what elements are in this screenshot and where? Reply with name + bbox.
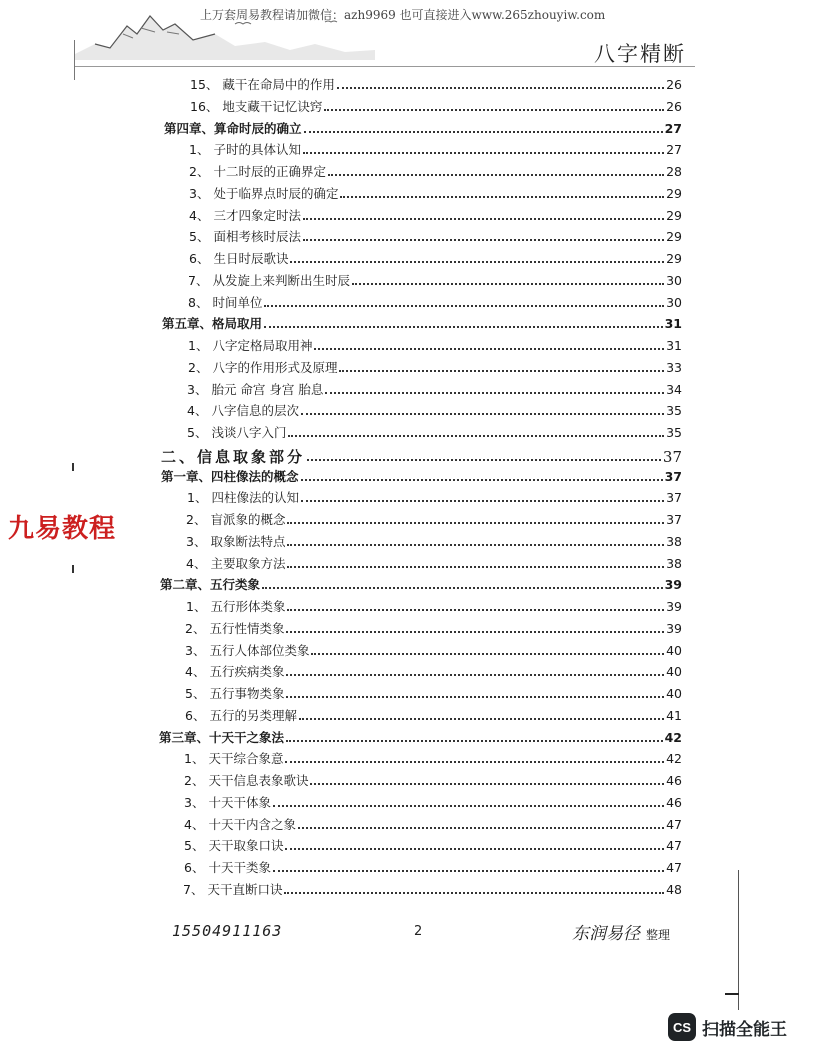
toc-entry-number: 4、 (184, 816, 205, 832)
toc-entry-number: 5、 (187, 425, 208, 440)
toc-leader-dots (310, 783, 664, 785)
toc-page-number: 33 (666, 359, 682, 375)
toc-entry-title (186, 555, 285, 573)
toc-entry-number: 3、 (185, 642, 206, 658)
toc-entry-number: 1、 (187, 490, 208, 506)
toc-leader-dots (290, 261, 664, 263)
toc-entry-text: 主要取象方法 (210, 555, 286, 571)
toc-leader-dots (287, 609, 664, 611)
toc-leader-dots (284, 892, 664, 894)
toc-page-number: 37 (662, 447, 682, 466)
toc-entry (188, 357, 682, 377)
toc-entry-title (161, 448, 305, 466)
toc-entry-text: 处于临界点时辰的确定 (213, 185, 339, 201)
toc-entry-title (189, 163, 326, 181)
toc-entry-text: 八字定格局取用神 (212, 338, 313, 353)
toc-entry (183, 879, 682, 899)
toc-page-number: 27 (666, 142, 682, 158)
toc-entry-text: 十二时辰的正确界定 (213, 164, 326, 179)
toc-leader-dots (339, 370, 664, 372)
toc-entry (184, 857, 682, 877)
toc-entry-text: 八字的作用形式及原理 (212, 359, 338, 375)
toc-leader-dots (287, 544, 664, 546)
toc-entry-number: 4、 (189, 207, 210, 223)
toc-entry-title (186, 533, 285, 551)
toc-entry-number: 3、 (187, 381, 208, 397)
toc-entry-title (189, 141, 301, 159)
toc-entry-title (185, 707, 297, 725)
toc-entry-number: 4、 (186, 555, 207, 571)
toc-entry-text: 胎元 命宫 身宫 胎息 (211, 381, 324, 397)
camscanner-logo-icon: CS (668, 1013, 696, 1041)
toc-page-number: 26 (666, 77, 682, 92)
toc-leader-dots (303, 239, 664, 241)
toc-entry-title (186, 511, 285, 529)
toc-leader-dots (303, 152, 664, 154)
toc-entry-number: 4、 (187, 403, 208, 419)
toc-page-number: 46 (666, 773, 682, 788)
toc-entry (189, 226, 682, 246)
toc-entry-title (189, 185, 338, 203)
toc-entry-text: 生日时辰歌诀 (213, 251, 289, 266)
toc-entry-number: 3、 (184, 794, 205, 810)
book-title: 八字精断 (594, 42, 686, 66)
toc-entry-text: 五行人体部位类象 (209, 642, 310, 658)
page-edge-mark (725, 993, 739, 995)
toc-entry-title (188, 272, 350, 290)
toc-page-number: 30 (666, 272, 682, 288)
toc-entry-title (189, 228, 301, 246)
toc-entry (184, 835, 682, 855)
toc-entry-text: 第五章、格局取用 (162, 316, 263, 332)
toc-part (161, 444, 682, 466)
toc-entry-number: 6、 (184, 860, 205, 875)
toc-entry (189, 139, 682, 159)
toc-leader-dots (286, 674, 664, 676)
toc-page-number: 39 (664, 577, 682, 593)
footer-phone: 15504911163 (172, 922, 283, 940)
toc-leader-dots (288, 435, 664, 437)
toc-leader-dots (301, 413, 664, 415)
toc-entry-title (188, 294, 262, 312)
toc-leader-dots (298, 827, 664, 829)
toc-leader-dots (307, 459, 661, 461)
toc-leader-dots (287, 522, 664, 524)
toc-entry-number: 2、 (189, 164, 210, 179)
toc-entry-title (185, 663, 284, 681)
toc-chapter (162, 313, 682, 333)
footer-editor (572, 919, 670, 944)
toc-entry (185, 705, 682, 725)
toc-entry-number: 3、 (186, 533, 207, 549)
toc-entry (188, 292, 682, 312)
toc-entry-number: 2、 (185, 620, 206, 636)
toc-entry (186, 509, 682, 529)
toc-page-number: 29 (666, 229, 682, 245)
toc-entry-title (186, 598, 285, 616)
toc-entry-text: 面相考核时辰法 (213, 229, 301, 245)
toc-page-number: 37 (666, 512, 682, 527)
toc-entry (184, 748, 682, 768)
toc-entry-number: 6、 (189, 251, 210, 266)
toc-entry (189, 205, 682, 225)
toc-entry-text: 时间单位 (212, 294, 263, 310)
toc-entry-number: 2、 (184, 773, 205, 788)
toc-entry (189, 161, 682, 181)
toc-page-number: 48 (666, 881, 682, 897)
toc-page-number: 38 (666, 555, 682, 571)
toc-leader-dots (301, 479, 663, 481)
toc-entry-title (188, 359, 337, 377)
toc-entry-title (189, 250, 288, 268)
toc-entry-number: 1、 (184, 751, 205, 767)
toc-entry-text: 天干取象口诀 (208, 838, 284, 854)
toc-entry-number: 4、 (185, 664, 206, 680)
toc-entry (189, 248, 682, 268)
margin-tick (72, 463, 74, 471)
toc-entry-title (160, 576, 260, 594)
toc-page-number: 42 (666, 751, 682, 767)
toc-entry-title (183, 881, 282, 899)
toc-page-number: 29 (666, 251, 682, 266)
toc-entry-text: 四柱像法的认知 (211, 490, 299, 506)
toc-entry (185, 683, 682, 703)
toc-entry (187, 379, 682, 399)
toc-entry-title (184, 816, 296, 834)
toc-entry (185, 640, 682, 660)
toc-leader-dots (337, 87, 664, 89)
toc-page-number: 26 (666, 98, 682, 114)
toc-entry (190, 96, 682, 116)
toc-entry-text: 八字信息的层次 (211, 403, 299, 419)
toc-entry-text: 五行性情类象 (209, 620, 285, 636)
toc-entry-title (190, 98, 322, 116)
toc-entry-number: 8、 (188, 294, 209, 310)
toc-entry-text: 第二章、五行类象 (160, 577, 261, 593)
toc-page-number: 47 (666, 816, 682, 832)
toc-entry-text: 子时的具体认知 (213, 142, 301, 158)
toc-entry-text: 盲派象的概念 (210, 512, 286, 527)
toc-leader-dots (287, 566, 664, 568)
toc-page-number: 35 (666, 425, 682, 440)
toc-page-number: 47 (666, 860, 682, 875)
toc-entry-title (185, 620, 284, 638)
toc-leader-dots (314, 348, 664, 350)
toc-entry (185, 618, 682, 638)
toc-entry-number: 1、 (186, 599, 207, 614)
toc-page-number: 41 (666, 707, 682, 723)
toc-entry (184, 814, 682, 834)
toc-entry-title (164, 120, 302, 138)
toc-page-number: 40 (666, 664, 682, 680)
toc-entry-number: 7、 (188, 272, 209, 288)
scanner-badge (668, 1013, 787, 1041)
toc-entry-title (185, 685, 284, 703)
toc-page-number: 47 (666, 838, 682, 854)
toc-page-number: 27 (664, 120, 682, 136)
toc-page-number: 42 (664, 729, 682, 745)
toc-leader-dots (303, 218, 664, 220)
toc-entry (187, 422, 682, 442)
toc-leader-dots (301, 500, 664, 502)
toc-entry-text: 五行疾病类象 (209, 664, 285, 680)
toc-entry-text: 天干综合象意 (208, 751, 284, 767)
toc-entry-number: 3、 (189, 185, 210, 201)
margin-tick (72, 565, 74, 573)
toc-page-number: 38 (666, 533, 682, 549)
toc-entry-number: 5、 (189, 229, 210, 245)
toc-entry-number: 16、 (190, 98, 219, 114)
toc-entry (186, 553, 682, 573)
toc-entry-text: 第一章、四柱像法的概念 (161, 468, 299, 484)
toc-leader-dots (285, 848, 664, 850)
toc-entry-title (190, 76, 335, 94)
toc-entry-number: 1、 (188, 338, 209, 353)
toc-leader-dots (273, 805, 664, 807)
toc-entry-title (184, 859, 271, 877)
toc-page-number: 40 (666, 686, 682, 701)
toc-entry-title (184, 772, 308, 790)
toc-entry-text: 第三章、十天干之象法 (159, 729, 285, 745)
toc-entry-title (184, 837, 283, 855)
toc-page-number: 29 (666, 185, 682, 201)
toc-leader-dots (286, 631, 664, 633)
toc-entry-title (184, 794, 271, 812)
toc-entry-title (159, 729, 284, 747)
toc-leader-dots (285, 761, 664, 763)
toc-chapter (159, 727, 682, 747)
toc-entry-title (187, 424, 286, 442)
toc-entry-number: 2、 (188, 359, 209, 375)
toc-leader-dots (286, 696, 664, 698)
scanner-badge-name: 扫描全能王 (702, 1019, 787, 1040)
toc-page-number: 29 (666, 207, 682, 223)
toc-page-number: 39 (666, 620, 682, 636)
toc-entry-text: 五行事物类象 (209, 686, 285, 701)
toc-leader-dots (304, 131, 663, 133)
toc-entry-number: 15、 (190, 77, 219, 92)
toc-entry-title (187, 489, 299, 507)
toc-entry-title (162, 315, 262, 333)
toc-page-number: 31 (666, 338, 682, 353)
toc-entry-number: 5、 (184, 838, 205, 854)
toc-chapter (160, 574, 682, 594)
toc-entry (190, 74, 682, 94)
toc-entry-text: 天干信息表象歌诀 (208, 773, 309, 788)
toc-entry-title (185, 642, 309, 660)
page-number: 2 (414, 924, 423, 939)
toc-entry (185, 661, 682, 681)
toc-entry-number: 7、 (183, 881, 204, 897)
toc-entry-number: 2、 (186, 512, 207, 527)
toc-page-number: 37 (664, 468, 682, 484)
toc-entry-title (187, 381, 323, 399)
toc-leader-dots (325, 392, 664, 394)
toc-page-number: 40 (666, 642, 682, 658)
toc-entry-text: 第四章、算命时辰的确立 (164, 120, 302, 136)
toc-leader-dots (340, 196, 664, 198)
toc-chapter (161, 466, 682, 486)
toc-leader-dots (264, 305, 664, 307)
toc-chapter (164, 118, 682, 138)
toc-page-number: 28 (666, 164, 682, 179)
toc-page-number: 39 (666, 599, 682, 614)
toc-entry-number: 6、 (185, 707, 206, 723)
editor-note: 整理 (646, 928, 671, 942)
page-edge-line (738, 870, 739, 1010)
toc-entry-text: 浅谈八字入门 (211, 425, 287, 440)
toc-entry (188, 270, 682, 290)
toc-entry (188, 335, 682, 355)
toc-entry-title (189, 207, 301, 225)
toc-entry-text: 五行形体类象 (210, 599, 286, 614)
toc-page-number: 34 (666, 381, 682, 397)
toc-entry-number: 5、 (185, 686, 206, 701)
toc-page-number: 46 (666, 794, 682, 810)
toc-entry-text: 二、信息取象部分 (161, 447, 306, 466)
toc-leader-dots (352, 283, 664, 285)
toc-entry (186, 596, 682, 616)
toc-leader-dots (286, 740, 663, 742)
toc-entry-text: 从发旋上来判断出生时辰 (212, 272, 350, 288)
watermark-text: 上万套周易教程请加微信：azh9969 也可直接进入www.265zhouyiw.com (200, 8, 606, 22)
toc-leader-dots (311, 653, 664, 655)
toc-page-number: 30 (666, 294, 682, 310)
toc-leader-dots (328, 174, 664, 176)
toc-entry (184, 792, 682, 812)
toc-entry (189, 183, 682, 203)
toc-leader-dots (273, 870, 664, 872)
toc-entry-number: 1、 (189, 142, 210, 158)
toc-entry-text: 取象断法特点 (210, 533, 286, 549)
editor-name: 东润易径 (572, 924, 640, 944)
header-divider (75, 66, 695, 67)
toc-entry-title (188, 337, 312, 355)
toc-entry-text: 三才四象定时法 (213, 207, 301, 223)
toc-entry-text: 天干直断口诀 (207, 881, 283, 897)
toc-entry-text: 十天干体象 (208, 794, 271, 810)
toc-leader-dots (299, 718, 664, 720)
toc-entry-text: 十天干内含之象 (208, 816, 296, 832)
toc-entry (187, 487, 682, 507)
toc-entry (187, 400, 682, 420)
toc-entry (186, 531, 682, 551)
toc-entry-title (184, 750, 283, 768)
toc-page-number: 37 (666, 490, 682, 506)
toc-page-number: 31 (664, 316, 682, 332)
toc-entry-text: 藏干在命局中的作用 (222, 77, 335, 92)
toc-leader-dots (324, 109, 664, 111)
toc-entry-text: 十天干类象 (208, 860, 271, 875)
toc-entry-text: 地支藏干记忆诀窍 (222, 98, 323, 114)
toc-entry-title (161, 468, 299, 486)
toc-leader-dots (264, 326, 663, 328)
side-watermark: 九易教程 (8, 514, 117, 544)
toc-leader-dots (262, 587, 663, 589)
toc-page-number: 35 (666, 403, 682, 419)
toc-entry-title (187, 402, 299, 420)
toc-entry (184, 770, 682, 790)
toc-entry-text: 五行的另类理解 (209, 707, 297, 723)
